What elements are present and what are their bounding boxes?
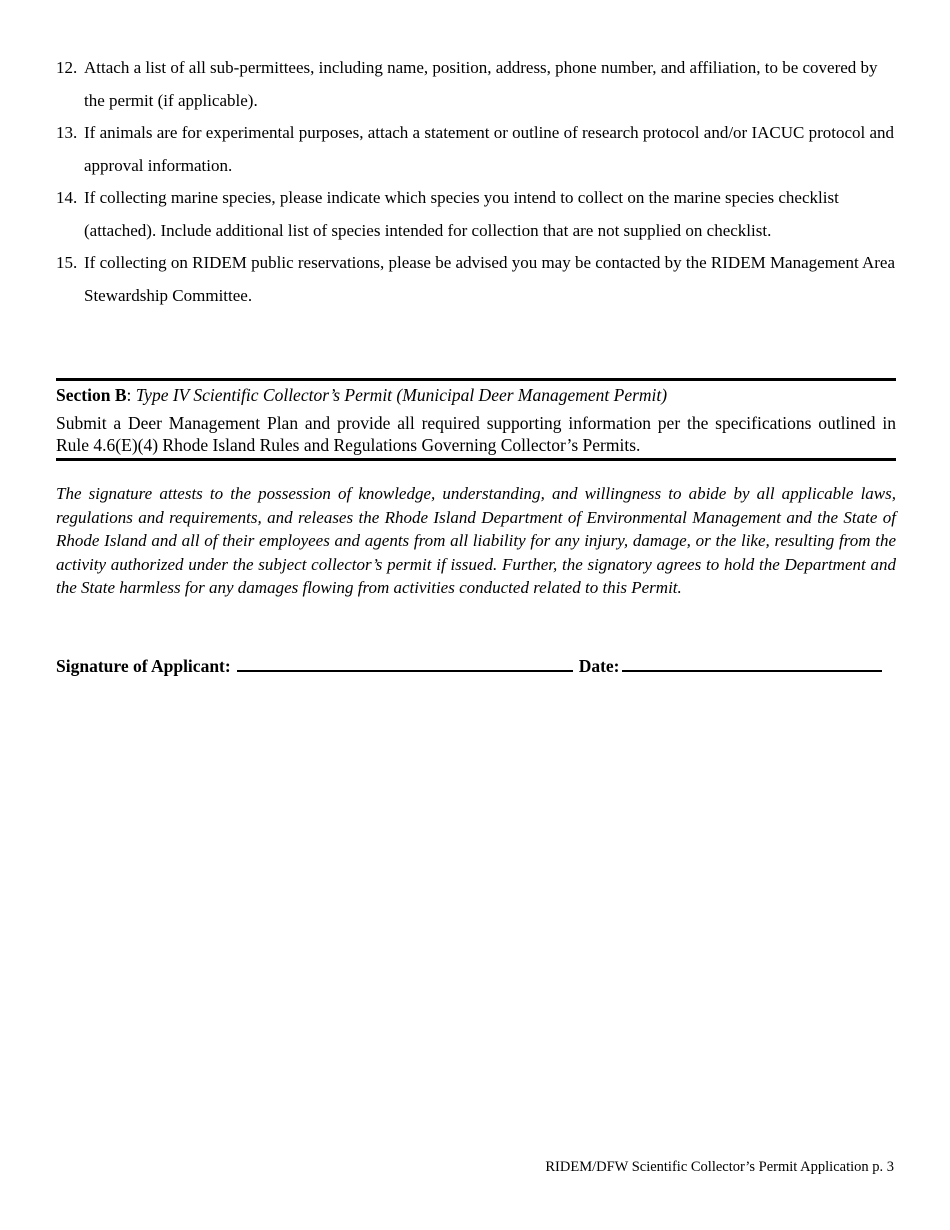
list-item [56,117,896,182]
section-b-separator: : [126,385,136,405]
page-footer: RIDEM/DFW Scientific Collector’s Permit Application p. 3 [545,1159,894,1175]
attestation-text: The signature attests to the possession of knowledge, understanding, and willingness to abide by all applicable laws, regulations and requirements, and releases the Rhode Island Department of Environmental Management and the State of Rhode Island and all of their employees and agents from all liability for any injury, damage, or the like, resulting from the activity authorized under the subject collector’s permit if issued. Further, the signatory agrees to hold the Department and the State harmless for any damages flowing from activities conducted related to this Permit. [56,484,896,597]
section-b-label: Section B [56,385,127,405]
item-text: If collecting marine species, please indicate which species you intend to collect on the marine species checklist (attached). Include additional list of species intended for collection that are not supplied on checklist. [84,188,839,240]
section-b-subtitle: Type IV Scientific Collector’s Permit (Municipal Deer Management Permit) [135,385,668,405]
signature-row [56,654,896,677]
signature-label: Signature of Applicant: [56,656,231,676]
list-item [56,52,896,117]
item-number: 12. [56,58,78,77]
item-text: If collecting on RIDEM public reservations, please be advised you may be contacted by the RIDEM Management Area Stewardship Committee. [84,253,896,305]
item-number: 14. [56,188,78,207]
section-b-heading [56,384,896,406]
instruction-list [56,52,896,312]
section-b-body: Submit a Deer Management Plan and provide all required supporting information per the specifications outlined in Rule 4.6(E)(4) Rhode Island Rules and Regulations Governing Collector’s Permits. [56,413,896,455]
date-field[interactable] [622,654,882,672]
item-number: 15. [56,253,78,272]
list-item [56,182,896,247]
item-text: Attach a list of all sub-permittees, including name, position, address, phone number, and affiliation, to be covered by the permit (if applicable). [84,58,878,110]
item-number: 13. [56,123,78,142]
date-label: Date: [578,656,620,676]
section-b-box [56,378,896,461]
item-text: If animals are for experimental purposes, attach a statement or outline of research protocol and/or IACUC protocol and approval information. [84,123,895,175]
list-item [56,247,896,312]
signature-field[interactable] [237,654,573,672]
